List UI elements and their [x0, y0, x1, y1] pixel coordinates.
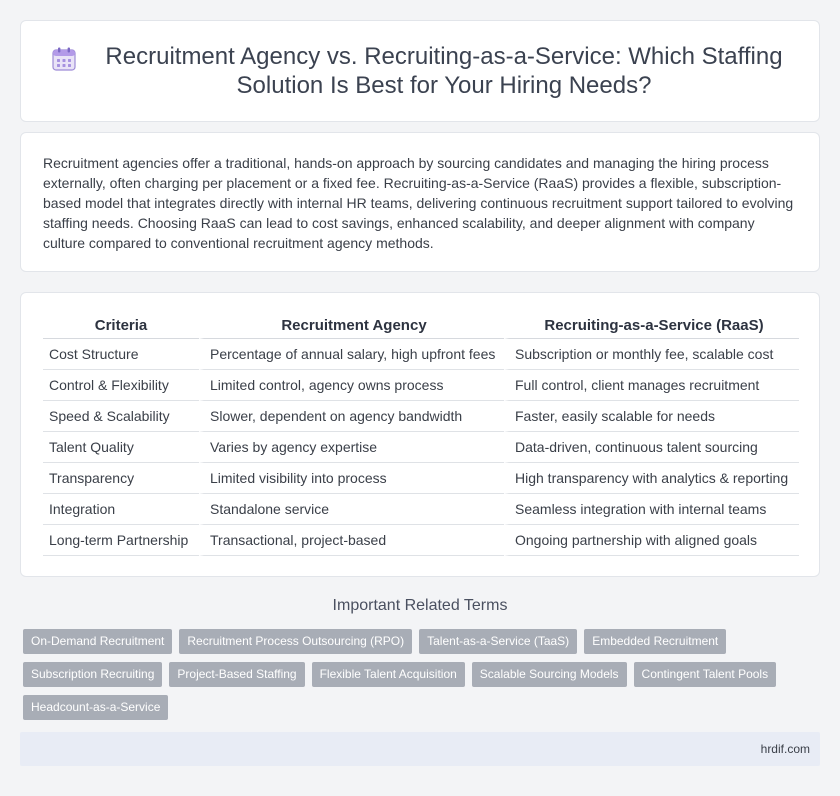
calendar-icon [51, 46, 77, 72]
table-row [43, 494, 799, 525]
header-raas: Recruiting-as-a-Service (RaaS) [504, 313, 799, 339]
header-recruitment-agency: Recruitment Agency [199, 313, 504, 339]
table-row [43, 401, 799, 432]
comparison-table [43, 313, 799, 556]
title-card [20, 20, 820, 122]
summary-card [20, 132, 820, 272]
related-terms-list [23, 629, 823, 720]
related-term-tag[interactable]: Scalable Sourcing Models [472, 662, 627, 687]
table-cell: Limited control, agency owns process [199, 370, 504, 401]
related-term-tag[interactable]: On-Demand Recruitment [23, 629, 172, 654]
related-terms-heading: Important Related Terms [332, 597, 508, 614]
table-cell: Faster, easily scalable for needs [504, 401, 799, 432]
summary-text: Recruitment agencies offer a traditional, hands-on approach by sourcing candidates and managing the hiring process externally, often charging per placement or a fixed fee. Recruiting-as-a-Service (RaaS) provides a flexible, subscription-based model that integrates directly with internal HR teams, delivering continuous recruitment support tailored to evolving staffing needs. Choosing RaaS can lead to cost savings, enhanced scalability, and deeper alignment with company culture compared to conventional recruitment agency methods. [43, 155, 794, 251]
title-wrap [21, 21, 819, 121]
related-term-tag[interactable]: Subscription Recruiting [23, 662, 162, 687]
table-cell: Talent Quality [43, 432, 199, 463]
table-cell: Standalone service [199, 494, 504, 525]
table-cell: Percentage of annual salary, high upfront fees [199, 339, 504, 370]
comparison-table-card [20, 292, 820, 577]
footer-site-link[interactable]: hrdif.com [760, 742, 810, 756]
table-cell: Cost Structure [43, 339, 199, 370]
related-term-tag[interactable]: Headcount-as-a-Service [23, 695, 168, 720]
table-cell: Varies by agency expertise [199, 432, 504, 463]
table-row [43, 463, 799, 494]
table-cell: Subscription or monthly fee, scalable cost [504, 339, 799, 370]
table-cell: High transparency with analytics & reporting [504, 463, 799, 494]
table-row [43, 432, 799, 463]
footer [20, 732, 820, 766]
related-term-tag[interactable]: Recruitment Process Outsourcing (RPO) [179, 629, 412, 654]
table-cell: Slower, dependent on agency bandwidth [199, 401, 504, 432]
table-cell: Seamless integration with internal teams [504, 494, 799, 525]
header-criteria: Criteria [43, 313, 199, 339]
table-cell: Integration [43, 494, 199, 525]
table-cell: Ongoing partnership with aligned goals [504, 525, 799, 556]
related-term-tag[interactable]: Flexible Talent Acquisition [312, 662, 465, 687]
table-row [43, 339, 799, 370]
table-row [43, 370, 799, 401]
table-cell: Transparency [43, 463, 199, 494]
related-term-tag[interactable]: Embedded Recruitment [584, 629, 726, 654]
table-cell: Full control, client manages recruitment [504, 370, 799, 401]
page-title: Recruitment Agency vs. Recruiting-as-a-Service: Which Staffing Solution Is Best for Your Hiring Needs? [105, 43, 783, 99]
related-term-tag[interactable]: Contingent Talent Pools [634, 662, 777, 687]
related-term-tag[interactable]: Talent-as-a-Service (TaaS) [419, 629, 577, 654]
table-row [43, 525, 799, 556]
table-cell: Speed & Scalability [43, 401, 199, 432]
related-term-tag[interactable]: Project-Based Staffing [169, 662, 304, 687]
table-cell: Long-term Partnership [43, 525, 199, 556]
table-cell: Data-driven, continuous talent sourcing [504, 432, 799, 463]
table-cell: Control & Flexibility [43, 370, 199, 401]
table-cell: Transactional, project-based [199, 525, 504, 556]
table-header-row [43, 313, 799, 339]
table-cell: Limited visibility into process [199, 463, 504, 494]
